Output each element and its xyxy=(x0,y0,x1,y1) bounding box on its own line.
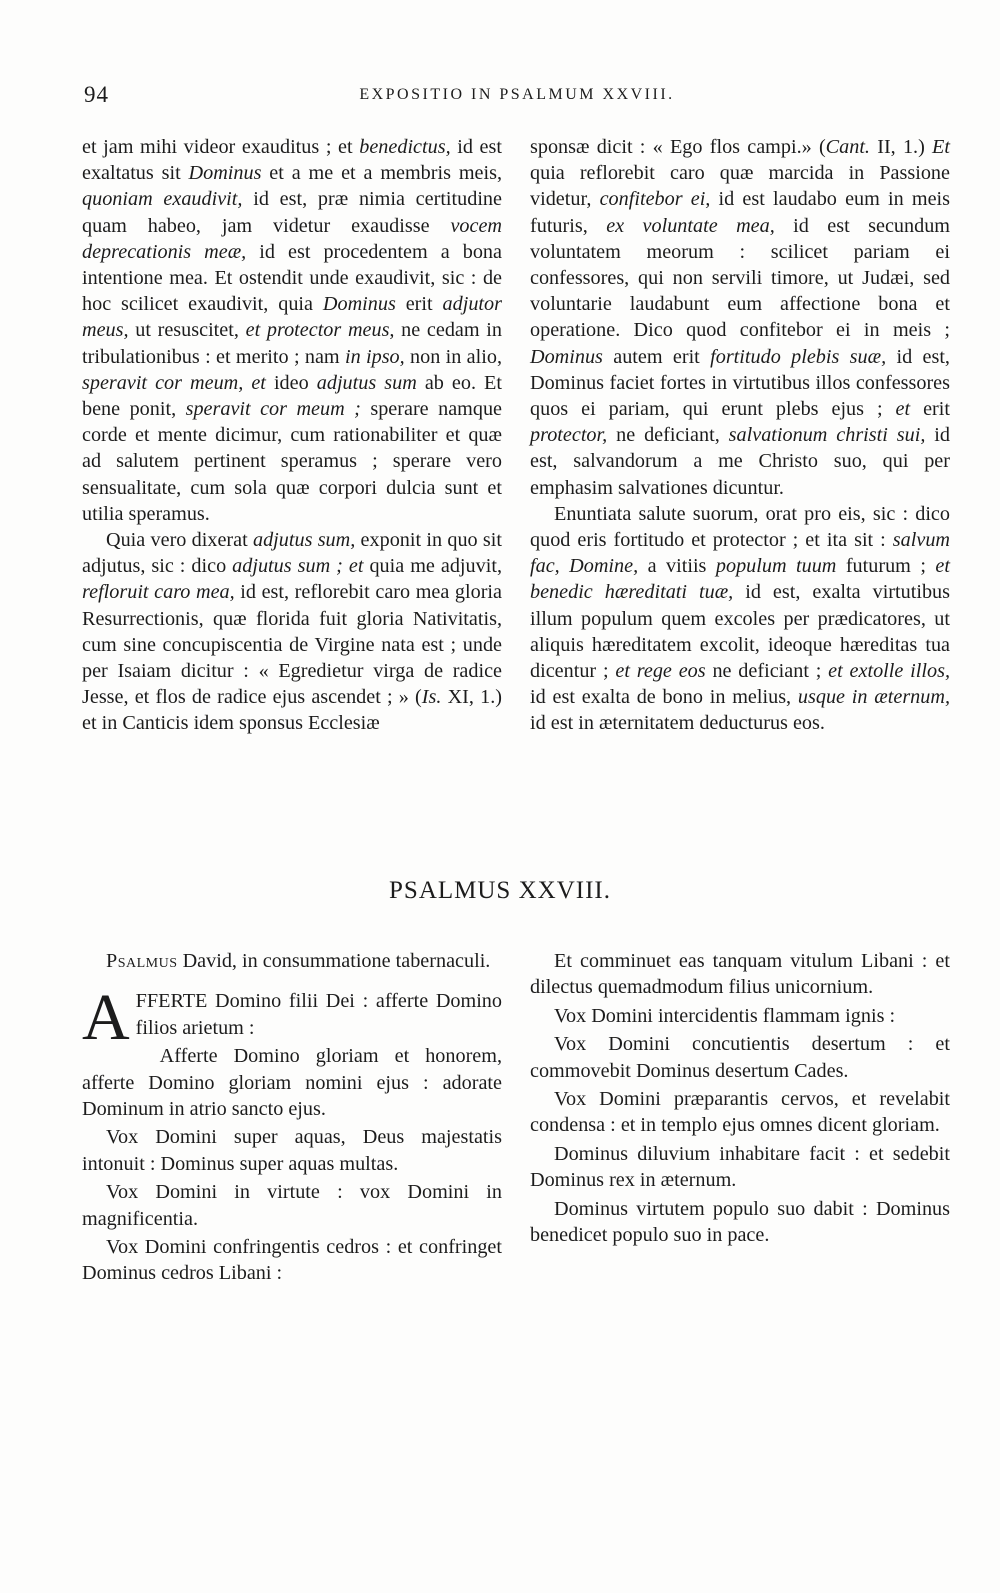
quoted-text: confitebor ei, xyxy=(599,188,711,211)
text-run: David, in consummatione tabernaculi. xyxy=(177,950,491,972)
commentary-paragraph xyxy=(82,527,502,737)
psalm-verse: Vox Domini confringentis cedros : et confringet Dominus cedros Libani : xyxy=(82,1236,502,1285)
text-run: ideo xyxy=(265,371,317,394)
quoted-text: in ipso, xyxy=(344,345,405,368)
drop-cap: A xyxy=(82,981,130,1055)
text-run: non in alio, xyxy=(404,345,502,368)
quoted-text: et protector meus, xyxy=(245,319,395,342)
text-run: futurum ; xyxy=(836,555,936,578)
quoted-text: salvum fac, Domine, xyxy=(530,529,950,578)
quoted-text: vocem deprecationis meæ, xyxy=(82,214,502,263)
text-run: id est, reflorebit caro mea gloria Resurrectionis, quæ florida fuit gloria Nativitatis, cum sine concupiscentia de Virgine nata est ; unde per Isaiam dicitur : « Egredietur virga de radice Jesse, et flos de radice ejus ascendet ; » ( xyxy=(82,581,502,709)
text-run: sponsæ dicit : « Ego flos campi.» ( xyxy=(530,136,826,158)
subtitle-small-caps: Psalmus xyxy=(106,950,178,972)
text-run: exponit in quo sit adjutus, sic : dico xyxy=(82,529,502,578)
quoted-text: refloruit caro mea, xyxy=(82,581,235,604)
text-run: quia reflorebit caro quæ marcida in Passione videtur, xyxy=(530,162,950,211)
text-run: autem erit xyxy=(602,345,711,368)
text-run: II, 1.) xyxy=(869,136,933,158)
psalm-heading: PSALMUS XXVIII. xyxy=(389,877,611,904)
psalm-verse xyxy=(82,981,502,1055)
psalm-verse: Dominus diluvium inhabitare facit : et sedebit Dominus rex in æternum. xyxy=(530,1142,950,1192)
psalm-verse: Afferte Domino gloriam et honorem, afferte Domino gloriam nomini ejus : adorate Dominum in atrio sancto ejus. xyxy=(82,1045,502,1121)
text-run: id est exaltatus sit xyxy=(82,136,502,185)
psalm-verse: Dominus virtutem populo suo dabit : Dominus benedicet populo suo in pace. xyxy=(530,1197,950,1247)
quoted-text: quoniam exaudivit, xyxy=(82,188,243,211)
quoted-text: et xyxy=(895,398,911,421)
commentary-paragraph xyxy=(530,501,950,737)
citation-text: Is. xyxy=(421,686,442,709)
psalm-subtitle xyxy=(82,948,502,974)
psalm-right-column xyxy=(530,948,950,1248)
text-run: et jam mihi videor exauditus ; et xyxy=(82,136,360,158)
commentary-paragraph xyxy=(530,134,950,501)
commentary-paragraph xyxy=(82,134,502,527)
text-run: et a me et a membris meis, xyxy=(261,162,502,185)
page-number: 94 xyxy=(84,82,109,107)
text-run: ab eo. Et bene ponit, xyxy=(82,371,502,421)
page-header xyxy=(84,82,950,114)
running-title: EXPOSITIO IN PSALMUM XXVIII. xyxy=(359,86,675,103)
text-run: id est, salvandorum a me Christo suo, qui per emphasim salvationes dicuntur. xyxy=(530,424,951,499)
text-run: FFERTE Domino filii Dei : afferte Domino filios arietum : xyxy=(135,990,502,1039)
text-run: Enuntiata salute suorum, orat pro eis, sic : dico quod eris fortitudo et protector ; et ita sit : xyxy=(530,502,950,552)
text-run: id est in æternitatem deducturus eos. xyxy=(530,712,825,735)
text-run: ne deficiant, xyxy=(607,424,729,447)
psalm-verse: Vox Domini concutientis desertum : et commovebit Dominus desertum Cades. xyxy=(530,1033,950,1082)
text-run: id est, exalta virtutibus illum populum quem excoles per prædicatores, ut aliquis hæreditatem excolit, ideoque hæreditas tua dicentur ; xyxy=(530,581,950,683)
text-run: ut resuscitet, xyxy=(128,319,246,342)
quoted-text: speravit cor meum, et xyxy=(82,371,266,394)
text-run: ne cedam in tribulationibus : et merito ; nam xyxy=(82,319,502,368)
psalm-verse: Vox Domini præparantis cervos, et revelabit condensa : et in templo ejus omnes dicent gloriam. xyxy=(530,1088,950,1137)
psalm-verse: Vox Domini super aquas, Deus majestatis intonuit : Dominus super aquas multas. xyxy=(82,1126,502,1175)
quoted-text: et rege eos xyxy=(615,660,706,683)
commentary-right-column xyxy=(530,134,950,737)
text-run: id est secundum voluntatem meorum : scilicet pariam ei confessores, qui non servili timore, ut Judæi, sed voluntarie laudabunt eum affectione bona et operatione. Dico quod confitebor ei in meis ; xyxy=(530,214,950,342)
quoted-text: et extolle illos, xyxy=(828,660,950,683)
text-run: erit xyxy=(395,293,443,316)
text-run: id est, Dominus faciet fortes in virtutibus illos confessores quos ei pariam, qui erunt plebs ejus ; xyxy=(530,345,950,421)
quoted-text: speravit cor meum ; xyxy=(185,398,361,421)
quoted-text: Dominus xyxy=(530,345,603,368)
text-run: sperare namque corde et mente dicimur, cum rationabiliter et quæ ad salutem pertinent speramus ; sperare vero sensualitate, cum sola quæ corpori dulcia sunt et utilia speramus. xyxy=(82,398,503,525)
text-run: id est laudabo eum in meis futuris, xyxy=(530,188,950,237)
text-run: id est procedentem a bona intentione mea. Et ostendit unde exaudivit, sic : de hoc scilicet exaudivit, quia xyxy=(82,240,502,316)
quoted-text: adjutus sum ; et xyxy=(232,555,364,578)
quoted-text: protector, xyxy=(530,424,608,447)
quoted-text: adjutus sum xyxy=(316,371,417,394)
quoted-text: salvationum christi sui, xyxy=(728,424,926,447)
quoted-text: fortitudo plebis suæ, xyxy=(710,345,887,368)
quoted-text: populum tuum xyxy=(715,555,837,578)
commentary-left-column xyxy=(82,134,502,737)
quoted-text: Dominus xyxy=(322,293,396,316)
psalm-verse: Vox Domini intercidentis flammam ignis : xyxy=(554,1004,896,1027)
psalm-left-column xyxy=(82,948,502,1287)
quoted-text: ex voluntate mea, xyxy=(606,214,775,237)
psalm-verse: Et comminuet eas tanquam vitulum Libani : et dilectus quemadmodum filius unicornium. xyxy=(530,950,950,999)
text-run: erit xyxy=(910,398,950,421)
psalm-verse: Vox Domini in virtute : vox Domini in magnificentia. xyxy=(82,1181,502,1230)
quoted-text: Et xyxy=(932,136,950,158)
quoted-text: adjutus sum, xyxy=(252,529,356,552)
text-run: Quia vero dixerat xyxy=(106,529,253,552)
text-run: a vitiis xyxy=(638,555,716,578)
quoted-text: et benedic hæreditati tuæ, xyxy=(530,555,950,604)
quoted-text: adjutor meus, xyxy=(82,293,502,342)
quoted-text: benedictus, xyxy=(359,136,451,158)
text-run: id est, præ nimia certitudine quam habeo, jam videtur exaudisse xyxy=(82,188,502,237)
citation-text: Cant. xyxy=(825,136,870,158)
text-run: quia me adjuvit, xyxy=(363,555,502,578)
text-run: id est exalta de bono in melius, xyxy=(530,686,798,709)
quoted-text: usque in æternum, xyxy=(797,686,950,709)
text-run: XI, 1.) et in Canticis idem sponsus Ecclesiæ xyxy=(82,686,502,735)
text-run: ne deficiant ; xyxy=(705,660,829,683)
quoted-text: Dominus xyxy=(188,162,262,185)
